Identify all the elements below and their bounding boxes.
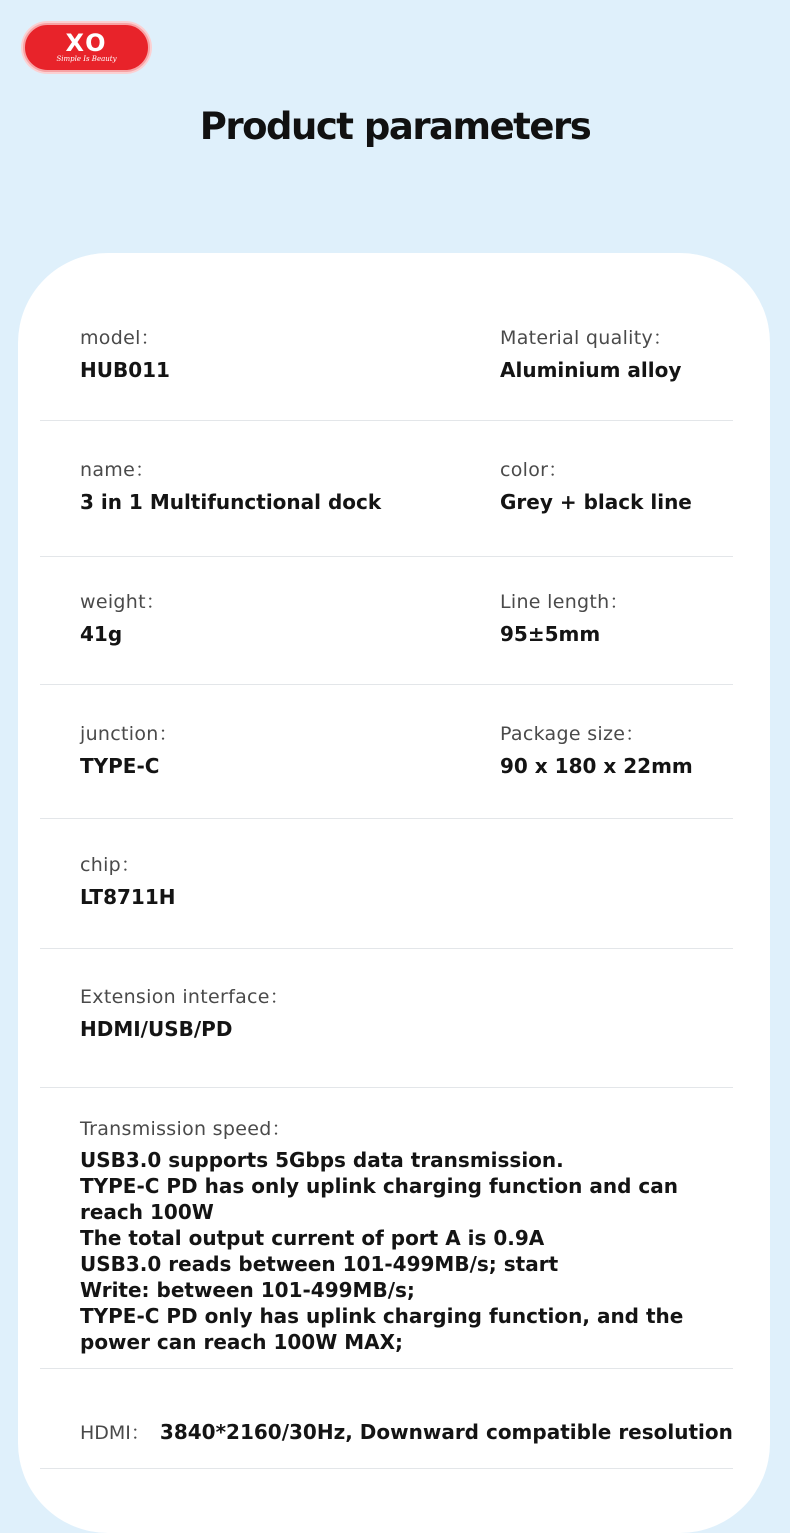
param-row-transmission (40, 1114, 733, 1369)
transmission-line: TYPE-C PD only has uplink charging function, and the (80, 1304, 684, 1328)
param-label: Package size： (500, 723, 645, 745)
param-row-name-color (40, 455, 733, 557)
param-value: 3 in 1 Multifunctional dock (80, 490, 382, 514)
param-label: HDMI： (80, 1422, 150, 1444)
param-value: TYPE-C (80, 754, 160, 778)
transmission-lines (80, 1147, 730, 1355)
param-row-model-material (40, 323, 733, 421)
param-label: name： (80, 459, 155, 481)
param-label: chip： (80, 854, 141, 876)
logo-tagline: Simple Is Beauty (56, 54, 117, 63)
param-value: Grey + black line (500, 490, 692, 514)
param-label: Material quality： (500, 327, 673, 349)
transmission-line: power can reach 100W MAX; (80, 1330, 404, 1354)
param-value: Aluminium alloy (500, 358, 682, 382)
param-label: Transmission speed： (80, 1118, 291, 1140)
param-label: weight： (80, 591, 166, 613)
param-row-junction-package (40, 719, 733, 819)
transmission-line: reach 100W (80, 1200, 214, 1224)
param-line-length (500, 587, 629, 646)
param-label: Line length： (500, 591, 629, 613)
param-label: junction： (80, 723, 178, 745)
logo-mark: XO (65, 28, 108, 57)
page-title: Product parameters (199, 105, 591, 148)
param-row-hdmi (40, 1418, 733, 1469)
param-material (500, 323, 681, 382)
param-model (80, 323, 170, 382)
brand-logo (23, 23, 150, 72)
param-package-size (500, 719, 693, 778)
param-extension (80, 982, 289, 1041)
param-label: model： (80, 327, 160, 349)
param-weight (80, 587, 165, 646)
param-hdmi (80, 1418, 733, 1445)
param-value: 41g (80, 622, 123, 646)
param-label: Extension interface： (80, 986, 290, 1008)
param-value: HUB011 (80, 358, 170, 382)
param-row-weight-length (40, 587, 733, 685)
param-row-extension (40, 982, 733, 1088)
param-transmission (80, 1114, 730, 1355)
transmission-line: Write: between 101-499MB/s; (80, 1278, 415, 1302)
param-value: LT8711H (80, 885, 176, 909)
param-row-chip (40, 850, 733, 949)
param-chip (80, 850, 175, 909)
param-value: 95±5mm (500, 622, 601, 646)
param-color (500, 455, 692, 514)
transmission-line: USB3.0 supports 5Gbps data transmission. (80, 1148, 564, 1172)
transmission-line: USB3.0 reads between 101-499MB/s; start (80, 1252, 559, 1276)
param-value: HDMI/USB/PD (80, 1017, 233, 1041)
param-label: color： (500, 459, 568, 481)
param-name (80, 455, 381, 514)
param-junction (80, 719, 178, 778)
param-value: 90 x 180 x 22mm (500, 754, 693, 778)
transmission-line: TYPE-C PD has only uplink charging function and can (80, 1174, 678, 1198)
param-value: 3840*2160/30Hz, Downward compatible resolution (159, 1420, 733, 1444)
transmission-line: The total output current of port A is 0.9A (80, 1226, 545, 1250)
